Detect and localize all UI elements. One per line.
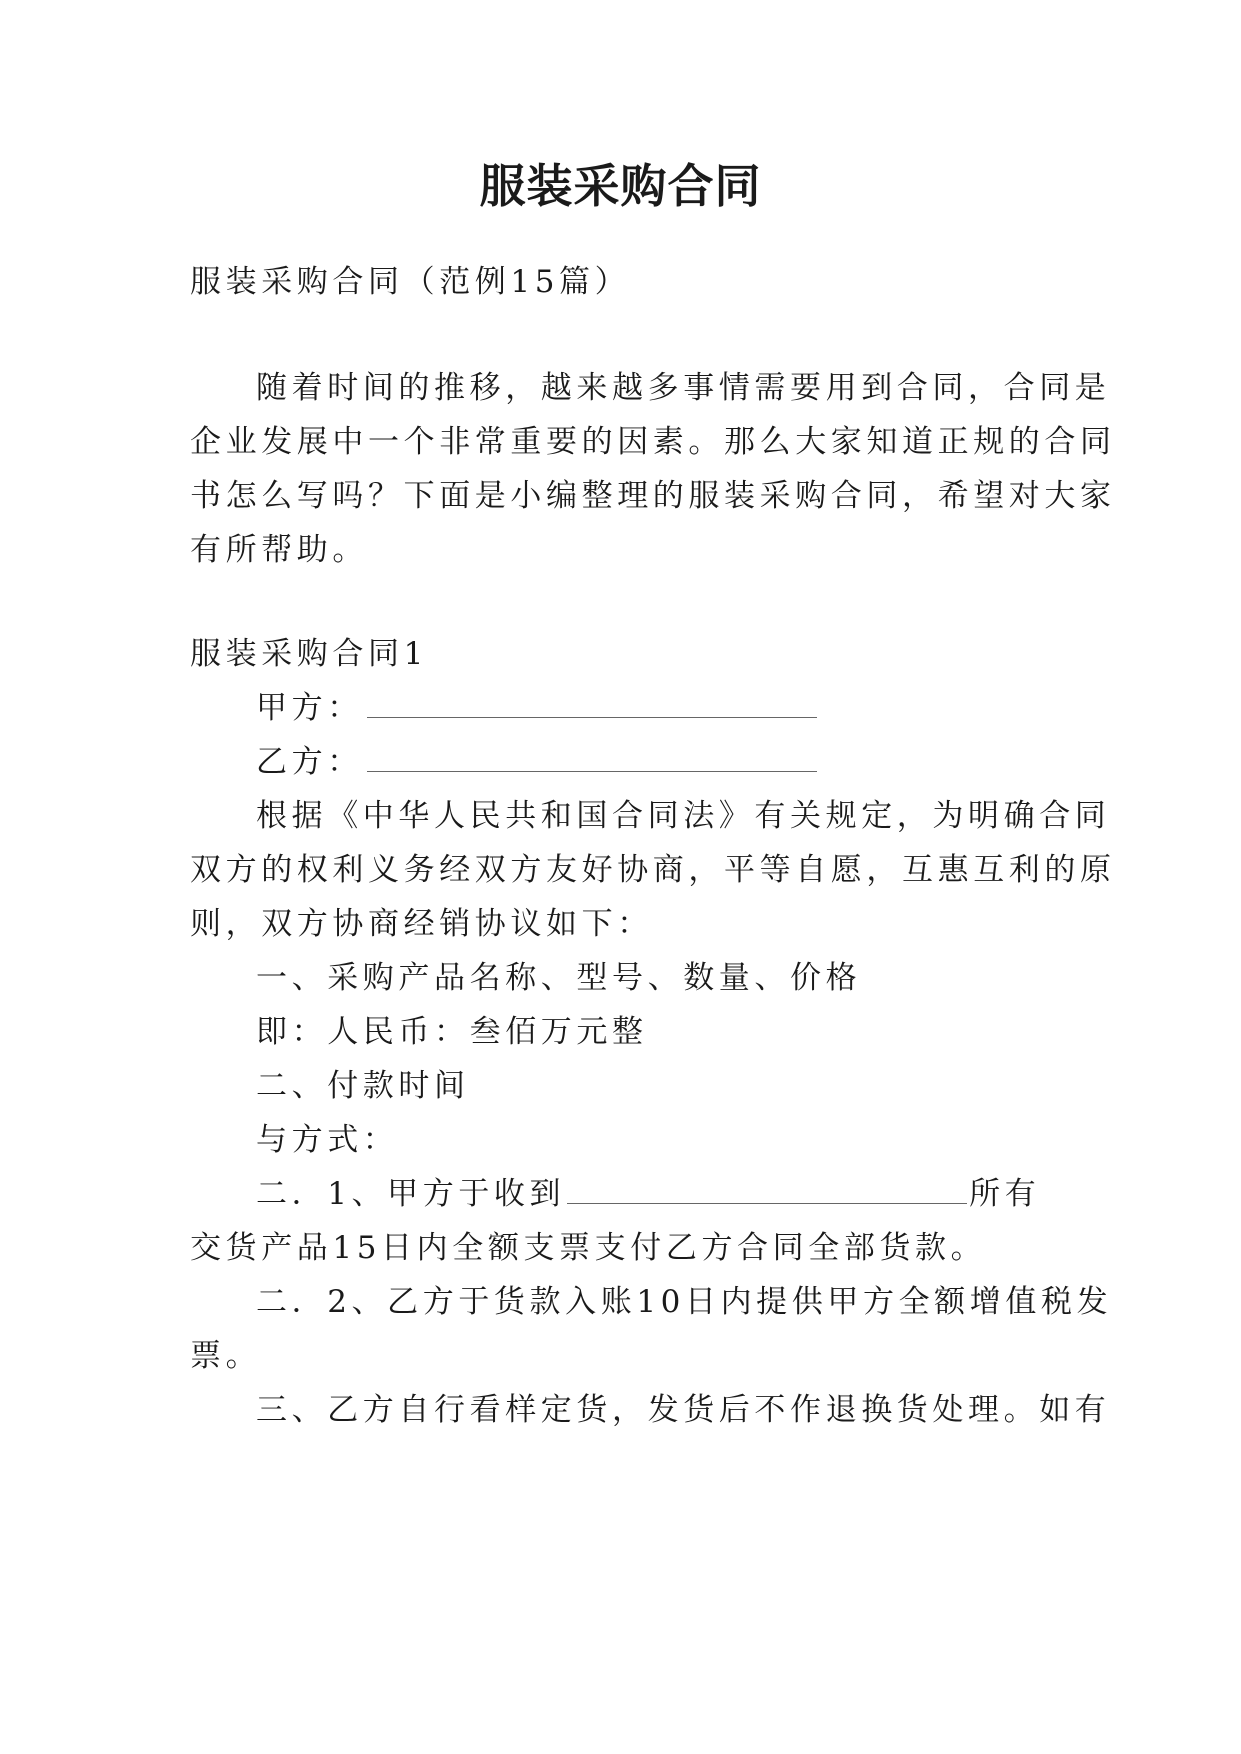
party-b-blank	[367, 745, 817, 772]
intro-line-4: 有所帮助。	[190, 532, 368, 568]
clause-2-2-line-2: 票。	[190, 1338, 262, 1374]
document-subtitle: 服装采购合同（范例15篇）	[190, 264, 631, 300]
clause-2-1-line	[190, 1174, 1126, 1214]
party-b-label: 乙方：	[256, 744, 363, 780]
party-b-line	[190, 742, 1126, 782]
document-title: 服装采购合同	[479, 159, 762, 213]
section-heading: 服装采购合同1	[190, 636, 428, 672]
basis-line-1: 根据《中华人民共和国合同法》有关规定，为明确合同	[256, 798, 1111, 834]
clause-1: 一、采购产品名称、型号、数量、价格	[256, 960, 862, 996]
clause-2: 二、付款时间	[256, 1068, 470, 1104]
basis-line-2: 双方的权利义务经双方友好协商，平等自愿，互惠互利的原	[190, 852, 1116, 888]
clause-3: 三、乙方自行看样定货，发货后不作退换货处理。如有	[256, 1392, 1111, 1428]
clause-2-1-start: 二．1、甲方于收到	[256, 1176, 566, 1212]
clause-2-2: 二．2、乙方于货款入账10日内提供甲方全额增值税发	[256, 1284, 1113, 1320]
party-a-label: 甲方：	[256, 690, 363, 726]
intro-line-3: 书怎么写吗？下面是小编整理的服装采购合同，希望对大家	[190, 478, 1116, 514]
basis-line-3: 则，双方协商经销协议如下：	[190, 906, 653, 942]
party-a-line	[190, 688, 1126, 728]
intro-line-1: 随着时间的推移，越来越多事情需要用到合同，合同是	[256, 370, 1111, 406]
clause-2-1-blank	[567, 1177, 967, 1204]
clause-2-cont: 与方式：	[256, 1122, 399, 1158]
amount-line: 即：人民币：叁佰万元整	[256, 1014, 648, 1050]
clause-2-1-line-2: 交货产品15日内全额支票支付乙方合同全部货款。	[190, 1230, 987, 1266]
party-a-blank	[367, 691, 817, 718]
intro-line-2: 企业发展中一个非常重要的因素。那么大家知道正规的合同	[190, 424, 1116, 460]
clause-2-1-end: 所有	[969, 1176, 1041, 1212]
